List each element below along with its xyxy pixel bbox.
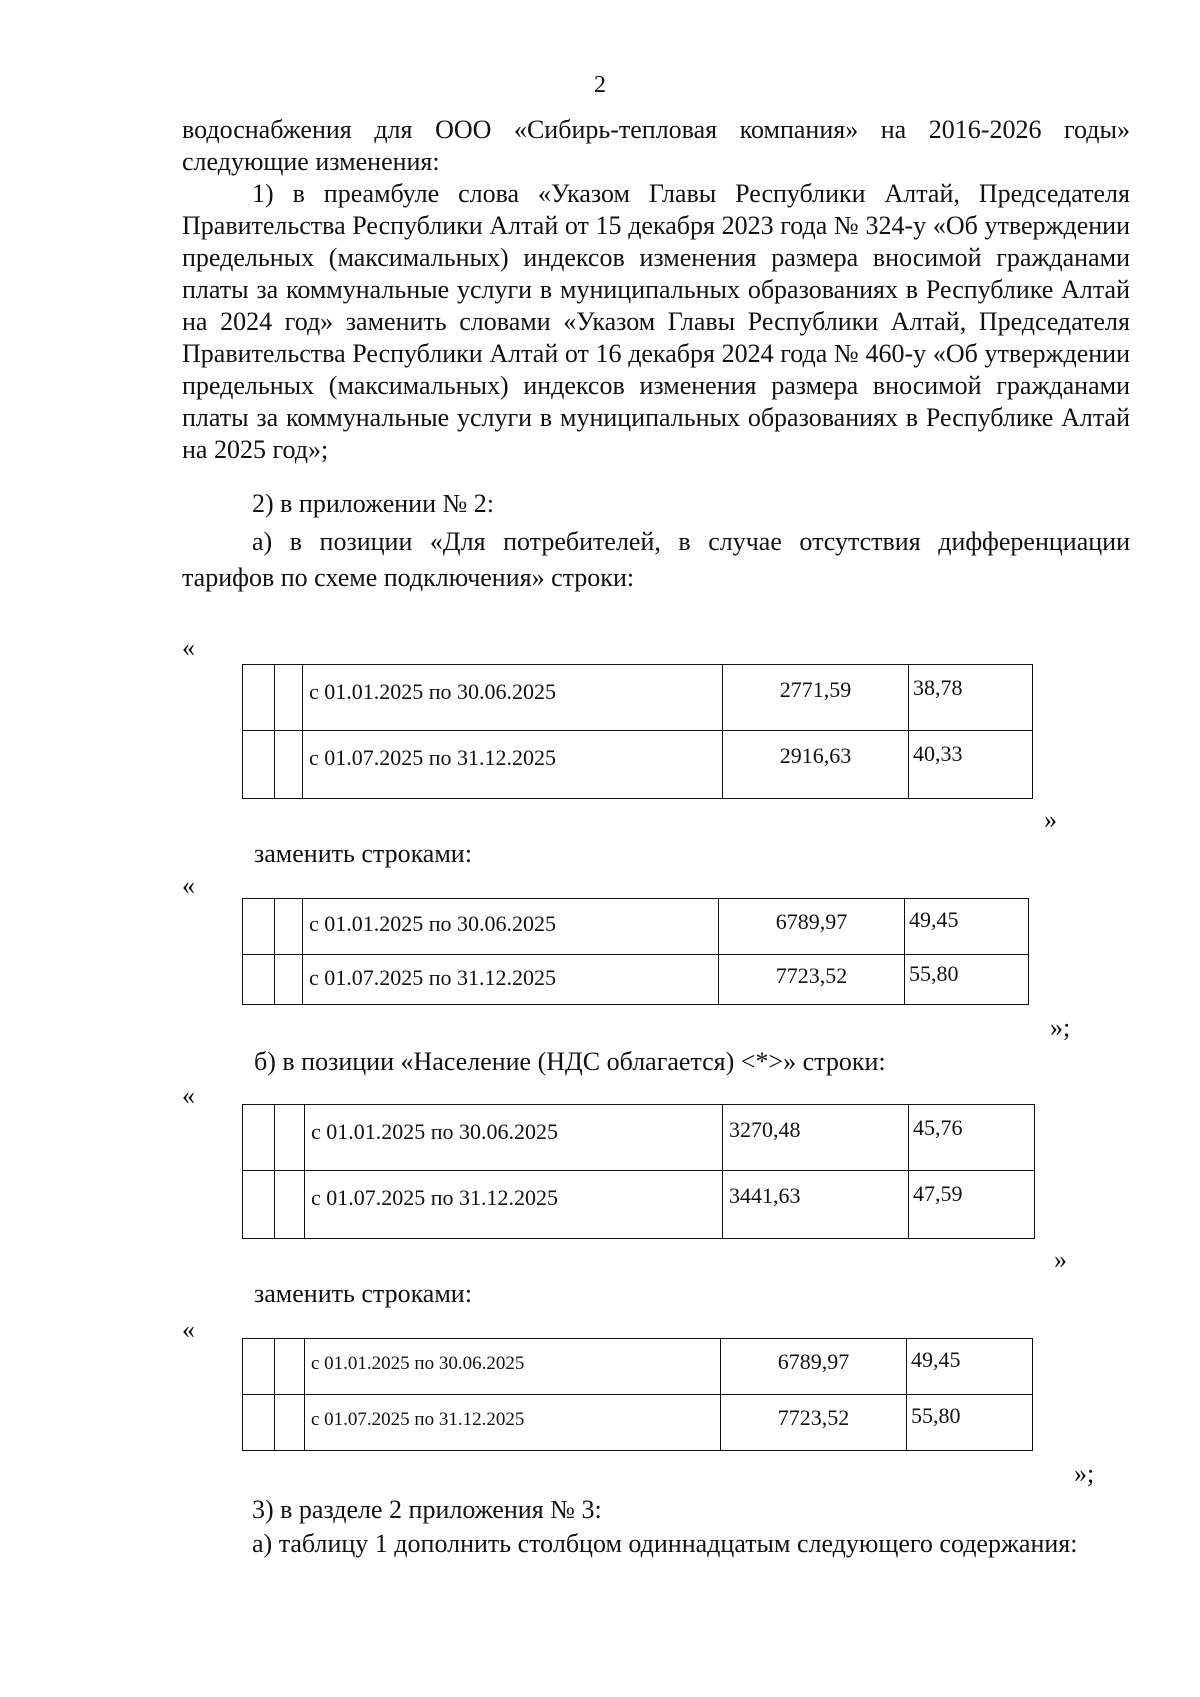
table-row [243, 955, 1029, 1005]
open-quote-2: « [182, 871, 195, 900]
period-cell: с 01.01.2025 по 30.06.2025 [303, 665, 723, 731]
item-2a-text: а) в позиции «Для потребителей, в случае отсутствия дифференциации тарифов по схеме подключения» строки: [182, 527, 1130, 592]
coef-cell: 38,78 [909, 665, 1033, 731]
price-cell: 7723,52 [721, 1395, 907, 1451]
close-quote-4: »; [1074, 1459, 1095, 1488]
item-1-text: 1) в преамбуле слова «Указом Главы Республики Алтай, Председателя Правительства Республики Алтай от 15 декабря 2023 года № 324-у «Об утверждении предельных (максимальных) индексов изменения размера вносимой гражданами платы за коммунальные услуги в муниципальных образованиях в Республике Алтай на 2024 год» заменить словами «Указом Главы Республики Алтай, Председателя Правительства Республики Алтай от 16 декабря 2024 года № 460-у «Об утверждении предельных (максимальных) индексов изменения размера вносимой гражданами платы за коммунальные услуги в муниципальных образованиях в Республике Алтай на 2025 год»; [182, 179, 1130, 464]
tariff-table-new-2 [242, 1338, 1033, 1451]
item-2b-text: б) в позиции «Население (НДС облагается) <*>» строки: [254, 1047, 886, 1076]
coef-cell: 49,45 [905, 899, 1029, 955]
close-quote-3: » [1054, 1245, 1067, 1274]
coef-cell: 55,80 [907, 1395, 1033, 1451]
price-cell: 6789,97 [721, 1339, 907, 1395]
price-cell: 2916,63 [723, 731, 909, 799]
item-2a-paragraph [182, 524, 1130, 596]
tariff-table-new-1 [242, 898, 1029, 1005]
table-row [243, 1395, 1033, 1451]
period-cell: с 01.07.2025 по 31.12.2025 [303, 731, 723, 799]
close-quote-2: »; [1050, 1013, 1071, 1042]
tariff-table-old-2 [242, 1104, 1035, 1239]
open-quote-1: « [182, 633, 195, 662]
table-row [243, 1105, 1035, 1171]
intro-paragraph [182, 114, 1130, 178]
replace-label-1: заменить строками: [254, 839, 472, 868]
period-cell: с 01.07.2025 по 31.12.2025 [303, 955, 719, 1005]
coef-cell: 47,59 [909, 1171, 1035, 1239]
price-cell: 3270,48 [723, 1105, 909, 1171]
period-cell: с 01.01.2025 по 30.06.2025 [303, 899, 719, 955]
coef-cell: 49,45 [907, 1339, 1033, 1395]
period-cell: с 01.07.2025 по 31.12.2025 [305, 1171, 723, 1239]
table-row [243, 665, 1033, 731]
tariff-table-old-1 [242, 664, 1033, 799]
price-cell: 6789,97 [719, 899, 905, 955]
intro-line-1: водоснабжения для ООО «Сибирь-тепловая компания» на 2016-2026 годы» [182, 115, 1130, 144]
page-number: 2 [594, 72, 606, 98]
price-cell: 3441,63 [723, 1171, 909, 1239]
coef-cell: 45,76 [909, 1105, 1035, 1171]
coef-cell: 55,80 [905, 955, 1029, 1005]
close-quote-1: » [1044, 805, 1057, 834]
open-quote-3: « [182, 1081, 195, 1110]
intro-line-2: следующие изменения: [182, 147, 440, 176]
item-2-heading: 2) в приложении № 2: [252, 489, 495, 518]
table-row [243, 899, 1029, 955]
period-cell: с 01.01.2025 по 30.06.2025 [305, 1339, 721, 1395]
item-3a-text: а) таблицу 1 дополнить столбцом одиннадцатым следующего содержания: [252, 1529, 1078, 1558]
table-row [243, 1171, 1035, 1239]
price-cell: 7723,52 [719, 955, 905, 1005]
open-quote-4: « [182, 1315, 195, 1344]
period-cell: с 01.07.2025 по 31.12.2025 [305, 1395, 721, 1451]
price-cell: 2771,59 [723, 665, 909, 731]
period-cell: с 01.01.2025 по 30.06.2025 [305, 1105, 723, 1171]
item-3-heading: 3) в разделе 2 приложения № 3: [252, 1495, 602, 1524]
item-1-paragraph [182, 178, 1130, 466]
table-row [243, 1339, 1033, 1395]
replace-label-2: заменить строками: [254, 1279, 472, 1308]
coef-cell: 40,33 [909, 731, 1033, 799]
table-row [243, 731, 1033, 799]
item-3a-paragraph [186, 1528, 1134, 1560]
